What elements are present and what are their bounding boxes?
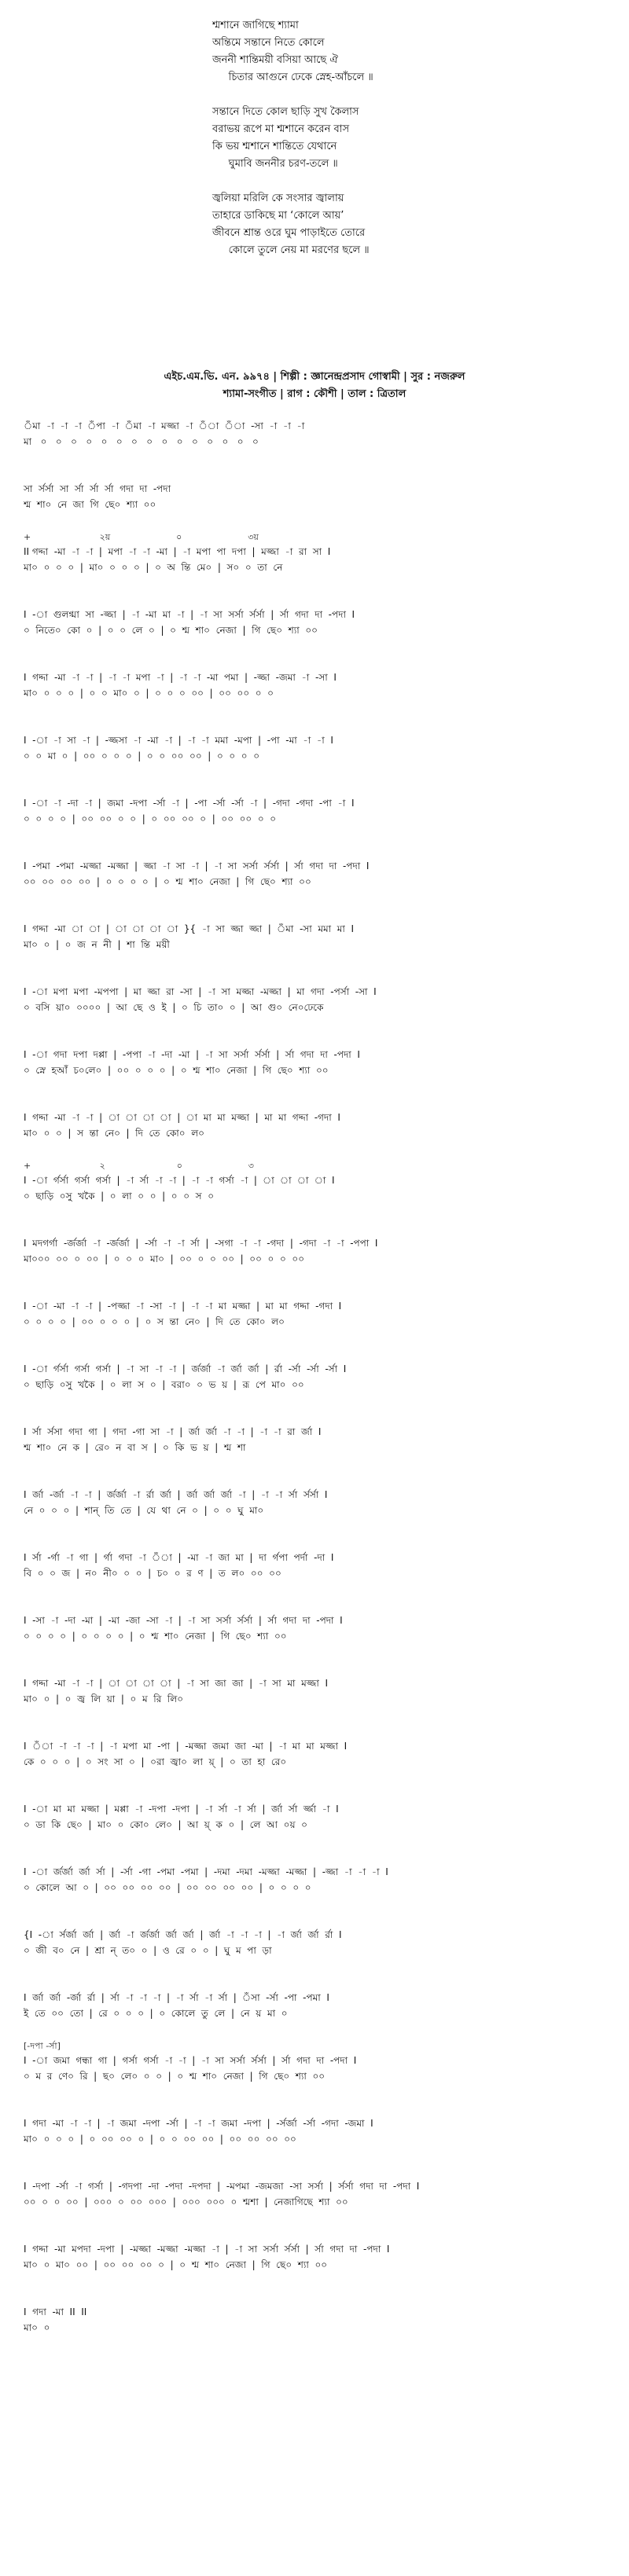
notation-row [24,1670,609,1714]
lyrics-stanza-1 [212,17,605,86]
song-lyrics [212,17,605,277]
notation-row [24,601,609,645]
syllables-line: মা০ ০ ০ ০ | মা০ ০ ০ ০ | ০ অ ন্তি মে০ | স০ ০ তা নে [24,562,283,573]
notes-line: I গদ্দা -মা -া -া | -া -া মপা -া | -া -া -মা পমা | -জ্জা -জমা -া -সা I [24,672,337,683]
lyrics-line: শ্মশানে জাগিছে শ্যামা [212,20,299,31]
syllables-line: ০ ০ ০ ০ | ০ ০ ০ ০ | ০ শ্ম শা০ নেজা | গি ছে০ শ্যা ০০ [24,1631,287,1642]
notes-line: I -া র্গর্সা গর্সা গর্সা | -া র্সা -া -া | -া -া গর্সা -া | া া া া I [24,1175,335,1186]
notation-row [24,1161,609,1211]
lyrics-line: কোলে তুলে নেয় মা মরণের ছলে ॥ [212,244,370,256]
syllables-line: ০ ছাড়ি ০সু খকৈ | ০ লা ০ ০ | ০ ০ স ০ [24,1191,215,1202]
notation-row [24,1544,609,1588]
notes-line: I -া র্জর্জা র্জা র্সা | -র্সা -গা -পমা -পমা | -দমা -দমা -মজ্জা -মজ্জা | -জ্জা -া -া -া I [24,1866,388,1877]
notation-row [24,1418,609,1462]
syllables-line: ০ কোলে আ ০ | ০০ ০০ ০০ ০০ | ০০ ০০ ০০ ০০ | ০ ০ ০ ০ [24,1882,311,1893]
record-credits: এইচ.এম.ভি. এন. ৯৯৭৪ | শিল্পী : জ্ঞানেন্দ্রপ্রসাদ গোস্বামী | সুর : নজরুল [164,371,465,383]
notation-row [24,1230,609,1274]
notation-row [24,413,609,457]
syllables-line: ০ জী ব০ নে | শ্রা ন্ ত০ ০ | ও রে ০ ০ | ঘু ম পা ড়া [24,1945,272,1956]
lyrics-stanza-3 [212,190,605,259]
notation-row [24,1293,609,1337]
notation-row [24,2041,609,2091]
notes-line: {I -া র্সর্জা র্জা | র্জা -া র্জর্জা র্জা র্জা | র্জা -া -া -া | -া র্জা র্জা র্রা I [24,1929,342,1940]
lyrics-line: সন্তানে দিতে কোল ছাড়ি সুখ কৈলাস [212,106,359,118]
notes-line: I -া র্গর্সা গর্সা গর্সা | -া সা -া -া | র্জর্জা -া র্জা র্জা | র্রা -র্সা -র্সা -র্সা I [24,1363,347,1374]
notes-line: I র্জা র্জা -র্জা র্রা | র্সা -া -া -া | -া র্সা -া র্সা | ঁসা -র্সা -পা -পমা I [24,1992,329,2003]
notation-row [24,1607,609,1651]
lyrics-line: জীবনে শ্রান্ত ওরে ঘুম পাড়াইতে তোরে [212,227,366,239]
notes-line: I -দপা -র্সা -া গর্সা | -গদপা -দা -পদা -দপদা | -মপমা -জমজা -সা সর্সা | র্সর্সা গদা দা -পদা I [24,2181,420,2192]
notation-row [24,853,609,897]
syllables-line: ০ বসি য়া০ ০০০০ | আ ছে ও ই | ০ চি তা০ ০ | আ গু০ নে০ঢেকে [24,1002,324,1013]
notes-line: I মদগর্গা -র্জর্জা -া -র্জর্জা | -র্সা -া -া র্সা | -সগা -া -া -গদা | -গদা -া -া -পপা I [24,1238,378,1249]
lyrics-line: চিতার আগুনে ঢেকে স্নেহ-আঁচলে ॥ [212,72,373,83]
syllables-line: ০ ০ ০ ০ | ০০ ০০ ০ ০ | ০ ০০ ০০ ০ | ০০ ০০ ০ ০ [24,813,277,824]
syllables-line: ০ ০ মা ০ | ০০ ০ ০ ০ | ০ ০ ০০ ০০ | ০ ০ ০ ০ [24,750,260,761]
notation-row [24,2110,609,2154]
raga-tala-info: শ্যামা-সংগীত | রাগ : কৌশী | তাল : ত্রিতাল [223,388,406,400]
syllables-line: মা০ ০ | ০ জ ন নী | শা ন্তি ময়ী [24,939,170,950]
notation-row [24,2173,609,2217]
notes-line: I -া গদা দপা দপ্পা | -পপা -া -দা -মা | -া সা সর্সা র্সর্সা | র্সা গদা দা -পদা I [24,1049,360,1060]
notes-line: ঁমা -া -া -া ঁপা -া ঁমা -া মজ্জা -া ঁা ঁা -সা -া -া -া [24,420,305,431]
syllables-line: ০ স্নে হআঁ চ০লে০ | ০০ ০ ০ ০ | ০ শ্ম শা০ নেজা | গি ছে০ শ্যা ০০ [24,1065,329,1076]
syllables-line: ০ ম র ণে০ রি | ছ০ লে০ ০ ০ | ০ শ্ম শা০ নেজা | গি ছে০ শ্যা ০০ [24,2071,326,2082]
syllables-line: ০০ ০ ০ ০০ | ০০০ ০ ০০ ০০০ | ০০০ ০০০ ০ শ্মশা | নেজাগিছে শ্যা ০০ [24,2196,348,2207]
notes-line: I গদ্দা -মা -া -া | া া া া | -া সা জা জা | -া সা মা মজ্জা I [24,1678,329,1689]
notation-row [24,1796,609,1840]
notation-row [24,664,609,708]
syllables-line: ই তে ০০ তো | রে ০ ০ ০ | ০ কোলে তু লে | নে য় মা ০ [24,2008,288,2019]
notation-row [24,790,609,834]
notation-row [24,1984,609,2028]
syllables-line: ০ নিতে০ কো ০ | ০ ০ লে ০ | ০ শ্ম শা০ নেজা | গি ছে০ শ্যা ০০ [24,625,318,636]
lyrics-line: অন্তিমে সন্তানে নিতে কোলে [212,37,325,49]
lyrics-line: ঘুমাবি জননীর চরণ-তলে ॥ [212,158,338,170]
notes-line: I -সা -া -দা -মা | -মা -জা -সা -া | -া সা সর্সা র্সর্সা | র্সা গদা দা -পদা I [24,1615,343,1626]
syllables-line: ০ ০ ০ ০ | ০০ ০ ০ ০ | ০ স ন্তা নে০ | দি তে কো০ ল০ [24,1316,285,1327]
notes-line: I -পমা -পমা -মজ্জা -মজ্জা | জ্জা -া সা -া | -া সা সর্সা র্সর্সা | র্সা গদা দা -পদা I [24,861,370,872]
syllables-line: শ্ম শা০ নে জা গি ছে০ শ্যা ০০ [24,499,156,510]
syllables-line: মা০ ০ ০ ০ | ০ ০ মা০ ০ | ০ ০ ০ ০০ | ০০ ০০ ০ ০ [24,688,274,699]
syllables-line: বি ০ ০ জ | ন০ নী০ ০ ০ | চ০ ০ র ণ | ত ল০ ০০ ০০ [24,1568,281,1579]
notes-line: I -া -া -দা -া | জমা -দপা -র্সা -া | -পা -র্সা -র্সা -া | -গদা -গদা -পা -া I [24,798,355,809]
syllables-line: কে ০ ০ ০ | ০ সং সা ০ | ০রা জ্বা০ লা য়্ | ০ তা হা রে০ [24,1756,287,1767]
notation-row [24,475,609,519]
syllables-line: শ্ম শা০ নে ক | রে০ ন বা স | ০ কি ভ য় | শ্ম শা [24,1442,246,1453]
notes-line: I -া মা মা মজ্জা | মপ্পা -া -দপা -দপা | -া র্সা -া র্সা | র্জা র্সা র্জ্জা -া I [24,1804,339,1815]
syllables-line: নে ০ ০ ০ | শান্ তি তে | যে থা নে ০ | ০ ০ ঘু মা০ [24,1505,264,1516]
lyrics-line: জ্বলিয়া মরিলি কে সংসার জ্বালায় [212,193,344,204]
notation-row [24,1859,609,1903]
beat-markers: + ২ ০ ৩ [24,1161,254,1171]
syllables-line: মা০ ০ | ০ জ্ব লি য়া | ০ ম রি লি০ [24,1693,184,1704]
notation-row [24,1041,609,1085]
notation-row [24,1921,609,1965]
notes-line: I গদ্দা -মা া া | া া া া }{ -া সা জ্জা জ্জা | ঁমা -সা মমা মা I [24,923,355,934]
syllables-line: মা০ ০ [24,2322,50,2333]
notes-line: I -া -মা -া -া | -পজ্জা -া -সা -া | -া -া মা মজ্জা | মা মা গদ্দা -গদা I [24,1301,342,1312]
lyrics-line: বরাভয় রূপে মা শ্মশানে করেন বাস [212,123,350,135]
notes-line: I -া জমা গন্ধা গা | গর্সা গর্সা -া -া | -া সা সর্সা র্সর্সা | র্সা গদা দা -পদা I [24,2055,357,2066]
notes-line: I র্জা -র্জা -া -া | র্জর্জা -া র্রা র্জা | র্জা র্জা র্জা -া | -া -া র্সা র্সর্সা I [24,1489,328,1500]
lyrics-line: জননী শান্তিময়ী বসিয়া আছে ঐ [212,54,338,66]
syllables-line: ০ ছাড়ি ০সু খকৈ | ০ লা স ০ | বরা০ ০ ভ য় | রূ পে মা০ ০০ [24,1379,304,1390]
beat-markers: [-দপা -র্সা] [24,2041,61,2051]
syllables-line: মা ০ ০ ০ ০ ০ ০ ০ ০ ০ ০ ০ ০ ০ ০ ০ [24,436,259,447]
notes-line: I গদা -মা -া -া | -া জমা -দপা -র্সা | -া -া জমা -দপা | -র্সর্জা -র্সা -গদা -জমা I [24,2118,373,2129]
notes-line: I ঁা -া -া -া | -া মপা মা -পা | -মজ্জা জমা জা -মা | -া মা মা মজ্জা I [24,1741,348,1752]
notes-line: I -া -া সা -া | -জ্জসা -া -মা -া | -া -া মমা -মপা | -পা -মা -া -া I [24,735,333,746]
notation-row [24,978,609,1022]
syllables-line: ০০ ০০ ০০ ০০ | ০ ০ ০ ০ | ০ শ্ম শা০ নেজা | গি ছে০ শ্যা ০০ [24,876,311,887]
notation-row [24,727,609,771]
notation-row [24,2299,609,2343]
notes-line: I গদা -মা II II [24,2306,87,2317]
syllables-line: মা০ ০ মা০ ০০ | ০০ ০০ ০০ ০ | ০ শ্ম শা০ নেজা | গি ছে০ শ্যা ০০ [24,2259,328,2270]
notation-row [24,1104,609,1148]
notes-line: I গদ্দা -মা মপদা -দপা | -মজ্জা -মজ্জা -মজ্জা -া | -া সা সর্সা র্সর্সা | র্সা গদা দা -পদা I [24,2244,390,2255]
notes-line: I র্সা র্সসা গদা গা | গদা -গা সা -া | র্জা র্জা -া -া | -া -া রা র্জা I [24,1426,322,1437]
lyrics-line: কি ভয় শ্মশানে শান্তিতে যেথানে [212,141,337,152]
syllables-line: ০ ডা কি ছে০ | মা০ ০ কো০ লে০ | আ য়্ ক ০ | লে আ ০য় ০ [24,1819,307,1830]
notes-line: I -া মপা মপা -মপপা | মা জ্জা রা -সা | -া সা মজ্জা -মজ্জা | মা গদা -পর্সা -সা I [24,986,377,997]
notes-line: I র্সা -র্গা -া গা | র্গা গদা -া ঁা | -মা -া জা মা | দা র্গপা পর্দা -দা I [24,1552,334,1563]
notes-line: I -া গুলগ্মা সা -জ্জা | -া -মা মা -া | -া সা সর্সা র্সর্সা | র্সা গদা দা -পদা I [24,609,355,620]
notation-row [24,916,609,960]
notes-line: II গদ্দা -মা -া -া | মপা -া -া -মা | -া মপা পা দপা | মজ্জা -া রা সা I [24,546,331,557]
notation-row [24,1481,609,1525]
notes-line: সা র্সর্সা সা র্সা র্সা র্সা গদা দা -পদা [24,483,171,494]
lyrics-stanza-2 [212,104,605,173]
notation-row [24,2236,609,2280]
notation-row [24,532,609,582]
notation-row [24,1733,609,1777]
swaralipi-notation [24,413,609,2361]
syllables-line: মা০ ০ ০ | স ন্তা নে০ | দি তে কো০ ল০ [24,1128,204,1139]
syllables-line: মা০ ০ ০ ০ | ০ ০০ ০০ ০ | ০ ০ ০০ ০০ | ০০ ০০ ০০ ০০ [24,2134,296,2145]
notation-row [24,1356,609,1400]
lyrics-line: তাহারে ডাকিছে মা ‘কোলে আয়’ [212,210,344,222]
syllables-line: মা০০০ ০০ ০ ০০ | ০ ০ ০ মা০ | ০০ ০ ০ ০০ | ০০ ০ ০ ০০ [24,1253,304,1264]
notes-line: I গদ্দা -মা -া -া | া া া া | া মা মা মজ্জা | মা মা গদ্দা -গদা I [24,1112,340,1123]
beat-markers: + ২য় ০ ৩য় [24,532,259,542]
